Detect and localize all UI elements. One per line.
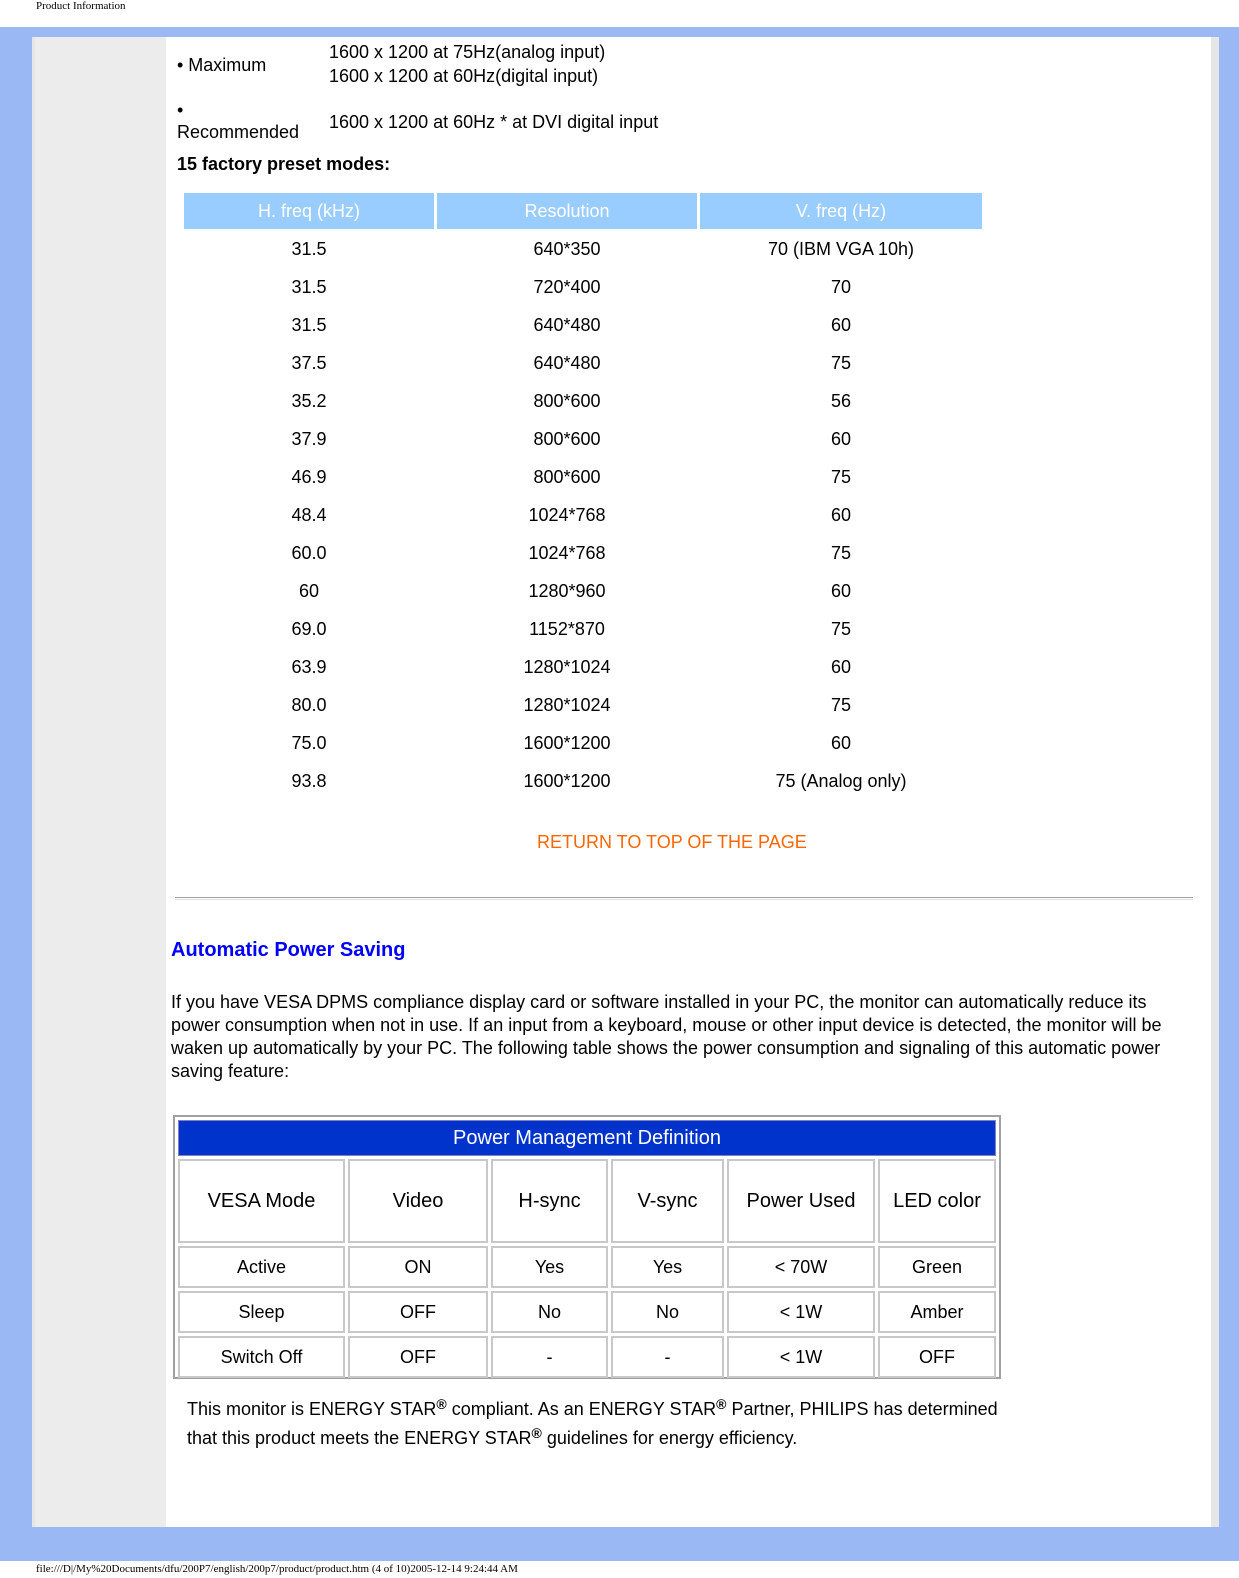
table-cell: 80.0 <box>291 695 327 715</box>
table-row <box>184 384 982 419</box>
print-header-title: Product Information <box>36 0 126 12</box>
energy-star-statement <box>187 1395 1007 1453</box>
table-row <box>184 270 982 305</box>
table-cell: Yes <box>611 1246 724 1288</box>
table-cell: 75 <box>830 695 852 715</box>
table-row <box>178 1336 996 1378</box>
main-content <box>171 37 1193 1527</box>
table-row <box>178 1291 996 1333</box>
table-cell: 60 <box>830 505 852 525</box>
table-cell: 60 <box>830 429 852 449</box>
table-cell: 35.2 <box>291 391 327 411</box>
table-cell: 720*400 <box>533 277 601 297</box>
recommended-label: Recommended <box>177 122 300 142</box>
table-row <box>184 764 982 799</box>
registered-mark: ® <box>716 1396 727 1412</box>
table-cell: - <box>611 1336 724 1378</box>
maximum-line-1: 1600 x 1200 at 75Hz(analog input) <box>329 42 606 62</box>
table-cell: OFF <box>348 1336 488 1378</box>
table-cell: 37.5 <box>291 353 327 373</box>
table-row <box>184 308 982 343</box>
recommended-value: 1600 x 1200 at 60Hz * at DVI digital input <box>329 112 659 132</box>
energy-text-1: This monitor is ENERGY STAR <box>187 1399 437 1419</box>
table-cell: 75 (Analog only) <box>775 771 907 791</box>
preset-modes-heading: 15 factory preset modes: <box>177 154 391 174</box>
page-inner <box>32 37 1219 1527</box>
maximum-line-2: 1600 x 1200 at 60Hz(digital input) <box>329 66 599 86</box>
table-cell: 75 <box>830 543 852 563</box>
table-cell: 75 <box>830 619 852 639</box>
table-cell: 1600*1200 <box>523 771 611 791</box>
pm-header-row <box>178 1159 996 1243</box>
table-cell: 37.9 <box>291 429 327 449</box>
table-cell: < 70W <box>727 1246 875 1288</box>
pm-col-led-color: LED color <box>878 1159 996 1243</box>
table-cell: 640*350 <box>533 239 601 259</box>
table-row <box>184 536 982 571</box>
registered-mark: ® <box>436 1396 447 1412</box>
table-cell: 60 <box>830 733 852 753</box>
power-saving-title: Automatic Power Saving <box>171 939 406 961</box>
table-cell: OFF <box>878 1336 996 1378</box>
table-cell: OFF <box>348 1291 488 1333</box>
table-row <box>184 650 982 685</box>
preset-col-vfreq: V. freq (Hz) <box>700 193 982 229</box>
table-row <box>178 1246 996 1288</box>
table-cell: 75.0 <box>291 733 327 753</box>
table-cell: 60 <box>298 581 320 601</box>
table-cell: 1280*1024 <box>523 695 611 715</box>
table-cell: 31.5 <box>291 239 327 259</box>
table-cell: 1280*1024 <box>523 657 611 677</box>
table-row <box>184 422 982 457</box>
preset-col-hfreq: H. freq (kHz) <box>184 193 434 229</box>
pm-col-power-used: Power Used <box>727 1159 875 1243</box>
table-cell: 70 <box>830 277 852 297</box>
table-cell: Sleep <box>178 1291 345 1333</box>
power-management-table <box>175 1117 999 1381</box>
pm-col-vsync: V-sync <box>611 1159 724 1243</box>
table-cell: Green <box>878 1246 996 1288</box>
table-row <box>184 346 982 381</box>
table-cell: 640*480 <box>533 353 601 373</box>
power-management-table-frame <box>173 1115 1001 1379</box>
table-cell: 48.4 <box>291 505 327 525</box>
table-cell: 1024*768 <box>528 505 606 525</box>
pm-col-vesa-mode: VESA Mode <box>178 1159 345 1243</box>
table-cell: 800*600 <box>533 467 601 487</box>
table-cell: < 1W <box>727 1336 875 1378</box>
maximum-label: • Maximum <box>177 55 267 75</box>
table-cell: Switch Off <box>178 1336 345 1378</box>
table-row <box>184 726 982 761</box>
table-cell: 46.9 <box>291 467 327 487</box>
pm-col-video: Video <box>348 1159 488 1243</box>
pm-title-row <box>178 1120 996 1156</box>
table-cell: < 1W <box>727 1291 875 1333</box>
registered-mark: ® <box>531 1425 542 1441</box>
table-cell: 1152*870 <box>529 619 605 639</box>
table-cell: 800*600 <box>533 391 601 411</box>
recommended-bullet: • <box>177 100 184 120</box>
table-cell: Amber <box>878 1291 996 1333</box>
table-cell: No <box>491 1291 608 1333</box>
pm-table-title: Power Management Definition <box>178 1120 996 1156</box>
table-cell: 1600*1200 <box>523 733 611 753</box>
table-row <box>184 460 982 495</box>
table-cell: 60 <box>830 581 852 601</box>
table-cell: 63.9 <box>291 657 327 677</box>
table-cell: 75 <box>830 467 852 487</box>
table-cell: 1024*768 <box>528 543 606 563</box>
table-row <box>184 574 982 609</box>
table-row <box>184 688 982 723</box>
table-cell: 70 (IBM VGA 10h) <box>767 239 915 259</box>
table-cell: Active <box>178 1246 345 1288</box>
table-row <box>184 612 982 647</box>
preset-header-row <box>184 193 982 229</box>
table-cell: 800*600 <box>533 429 601 449</box>
table-cell: 31.5 <box>291 277 327 297</box>
table-cell: 93.8 <box>291 771 327 791</box>
table-cell: 60 <box>830 315 852 335</box>
pm-col-hsync: H-sync <box>491 1159 608 1243</box>
table-cell: 56 <box>830 391 852 411</box>
power-saving-paragraph: If you have VESA DPMS compliance display card or software installed in your PC, the monitor can automatically reduce its power consumption when not in use. If an input from a keyboard, mouse or other input device is detected, the monitor will be waken up automatically by your PC. The following table shows the power consumption and signaling of this automatic power saving feature: <box>171 992 1162 1081</box>
table-cell: Yes <box>491 1246 608 1288</box>
section-divider <box>175 897 1193 899</box>
table-cell: 60 <box>830 657 852 677</box>
energy-text-3: Partner, PHILIPS has determined that this product meets the ENERGY STAR <box>187 1399 998 1448</box>
left-navigation-column <box>35 37 166 1527</box>
print-footer-url: file:///D|/My%20Documents/dfu/200P7/english/200p7/product/product.htm (4 of 10)2005-12-14 9:24:44 AM <box>36 1563 518 1575</box>
table-cell: 69.0 <box>291 619 327 639</box>
table-cell: 31.5 <box>291 315 327 335</box>
table-row <box>184 232 982 267</box>
table-cell: - <box>491 1336 608 1378</box>
energy-text-2: compliant. As an ENERGY STAR <box>446 1399 717 1419</box>
table-cell: 640*480 <box>533 315 601 335</box>
return-to-top-link[interactable]: RETURN TO TOP OF THE PAGE <box>537 832 807 852</box>
energy-text-4: guidelines for energy efficiency. <box>541 1428 798 1448</box>
preset-modes-table <box>181 190 985 802</box>
table-cell: 1280*960 <box>528 581 606 601</box>
table-cell: ON <box>348 1246 488 1288</box>
table-cell: 75 <box>830 353 852 373</box>
table-cell: No <box>611 1291 724 1333</box>
page-frame <box>0 27 1239 1561</box>
table-row <box>184 498 982 533</box>
table-cell: 60.0 <box>291 543 327 563</box>
preset-col-resolution: Resolution <box>437 193 697 229</box>
